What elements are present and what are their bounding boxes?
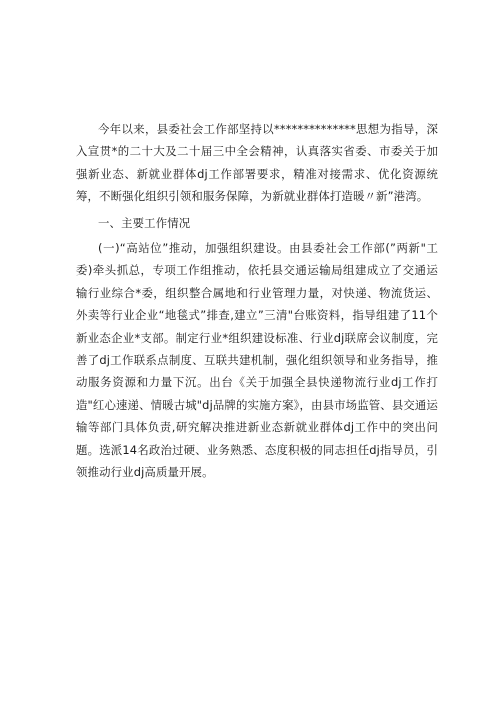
intro-paragraph: 今年以来，县委社会工作部坚持以**************思想为指导，深入宣贯*的二十大及二十届三中全会精神，认真落实省委、市委关于加强新业态、新就业群体dj工作部署要求，精准对接需求、优化资源统筹，不断强化组织引领和服务保障，为新就业群体打造暖〃新”港湾。: [76, 122, 438, 204]
document-body: [76, 118, 438, 484]
work-paragraph: (一)“高站位”推动，加强组织建设。由县委社会工作部(”两新"工委)牵头抓总，专项工作组推动，依托县交通运输局组建成立了交通运输行业综合*委，组织整合属地和行业管理力量，对快递、物流货运、外卖等行业企业“地毯式”排查,建立”三清"台账资料，指导组建了11个新业态企业*支部。制定行业*组织建设标准、行业dj联席会议制度，完善了dj工作联系点制度、互联共建机制，强化组织领导和业务指导，推动服务资源和力量下沉。出台《关于加强全县快递物流行业dj工作打造"红心速递、情暖古城"dj品牌的实施方案》，由县市场监管、县交通运输等部门具体负责,研究解决推进新业态新就业群体dj工作中的突出问题。选派14名政治过硬、业务熟悉、态度积极的同志担任dj指导员，引领推动行业dj高质量开展。: [76, 241, 438, 480]
section-heading: 一、主要工作情况: [98, 215, 191, 230]
